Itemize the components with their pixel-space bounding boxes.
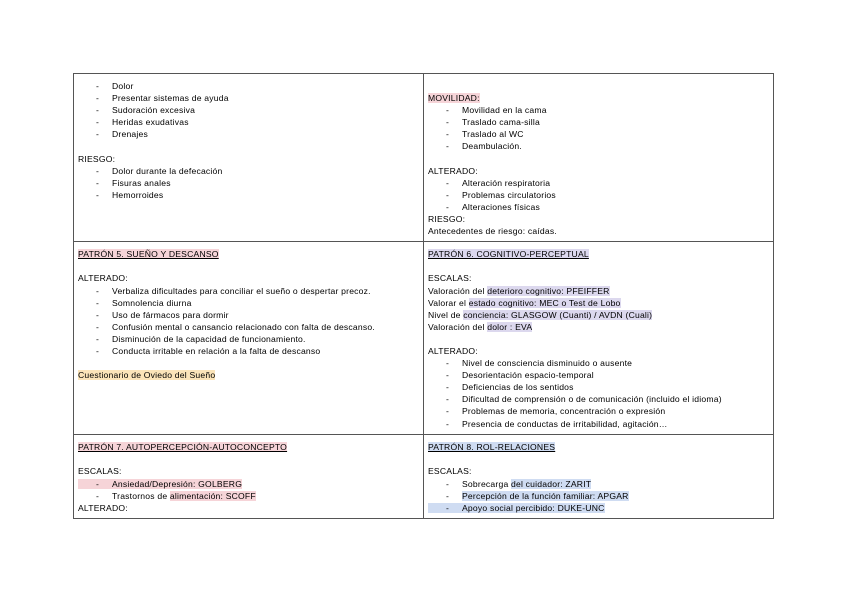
alterado-label: ALTERADO: bbox=[78, 273, 128, 284]
list-item: - Sudoración excesiva bbox=[96, 105, 196, 116]
list-item: - Nivel de consciencia disminuido o ausente bbox=[446, 358, 633, 369]
list-item: - Desorientación espacio-temporal bbox=[446, 370, 594, 381]
section-title: MOVILIDAD: bbox=[428, 93, 480, 104]
list-item: - Conducta irritable en relación a la falta de descanso bbox=[96, 345, 321, 356]
list-item: - Traslado al WC bbox=[446, 129, 524, 140]
alterado-label: ALTERADO: bbox=[428, 165, 478, 176]
list-item: - Dolor durante la defecación bbox=[96, 165, 223, 176]
escalas-label: ESCALAS: bbox=[78, 466, 122, 477]
list-item: - Deficiencias de los sentidos bbox=[446, 382, 574, 393]
scale-line: Nivel de conciencia: GLASGOW (Cuanti) / AVDN (Cuali) bbox=[428, 309, 653, 320]
cell-patron-7 bbox=[74, 435, 424, 519]
list-item: - Dolor bbox=[96, 81, 134, 91]
riesgo-label: RIESGO: bbox=[78, 153, 116, 164]
cell-movilidad bbox=[424, 74, 774, 242]
riesgo-label: RIESGO: bbox=[428, 214, 466, 225]
list-item: - Deambulación. bbox=[446, 141, 522, 152]
list-item: - Percepción de la función familiar: APGAR bbox=[446, 490, 629, 501]
patterns-table bbox=[73, 73, 774, 519]
list-item: - Alteración respiratoria bbox=[446, 177, 551, 188]
list-item: - Problemas de memoria, concentración o expresión bbox=[446, 406, 666, 417]
cell-patron-8 bbox=[424, 435, 774, 519]
list-item: - Fisuras anales bbox=[96, 177, 171, 188]
list-item: - Confusión mental o cansancio relacionado con falta de descanso. bbox=[96, 321, 375, 332]
list-item: - Verbaliza dificultades para conciliar el sueño o despertar precoz. bbox=[96, 285, 371, 296]
table-row bbox=[74, 435, 774, 519]
alterado-label: ALTERADO: bbox=[428, 345, 478, 356]
table-row bbox=[74, 242, 774, 435]
section-title: PATRÓN 8. ROL-RELACIONES bbox=[428, 442, 556, 453]
scale-line: Valoración del deterioro cognitivo: PFEIFFER bbox=[428, 285, 610, 296]
list-item: - Traslado cama-silla bbox=[446, 117, 540, 128]
list-item: - Hemorroides bbox=[96, 189, 164, 200]
list-item: - Apoyo social percibido: DUKE-UNC bbox=[428, 502, 769, 514]
riesgo-text: Antecedentes de riesgo: caídas. bbox=[428, 226, 557, 237]
section-title: PATRÓN 7. AUTOPERCEPCIÓN-AUTOCONCEPTO bbox=[78, 442, 288, 453]
escalas-label: ESCALAS: bbox=[428, 466, 472, 477]
cell-eliminacion-continued bbox=[74, 74, 424, 242]
list-item: - Alteraciones físicas bbox=[446, 201, 541, 212]
list-item: - Movilidad en la cama bbox=[446, 105, 547, 116]
list-item: - Heridas exudativas bbox=[96, 117, 189, 128]
list-item: - Presencia de conductas de irritabilidad, agitación… bbox=[446, 418, 668, 429]
list-item: - Problemas circulatorios bbox=[446, 189, 556, 200]
list-item: - Ansiedad/Depresión: GOLBERG bbox=[78, 478, 419, 490]
list-item: - Drenajes bbox=[96, 129, 148, 140]
cell-patron-5 bbox=[74, 242, 424, 435]
cell-patron-6 bbox=[424, 242, 774, 435]
list-item: - Trastornos de alimentación: SCOFF bbox=[96, 490, 256, 501]
section-title: PATRÓN 6. COGNITIVO-PERCEPTUAL bbox=[428, 249, 589, 260]
section-title: PATRÓN 5. SUEÑO Y DESCANSO bbox=[78, 249, 219, 260]
alterado-label: ALTERADO: bbox=[78, 502, 128, 513]
escalas-label: ESCALAS: bbox=[428, 273, 472, 284]
list-item: - Uso de fármacos para dormir bbox=[96, 309, 229, 320]
questionnaire-note: Cuestionario de Oviedo del Sueño bbox=[78, 370, 216, 381]
list-item: - Presentar sistemas de ayuda bbox=[96, 93, 229, 104]
list-item: - Disminución de la capacidad de funcionamiento. bbox=[96, 333, 306, 344]
list-item: - Somnolencia diurna bbox=[96, 297, 192, 308]
scale-line: Valorar el estado cognitivo: MEC o Test de Lobo bbox=[428, 297, 621, 308]
scale-line: Valoración del dolor : EVA bbox=[428, 321, 533, 332]
table-row bbox=[74, 74, 774, 242]
list-item: - Sobrecarga del cuidador: ZARIT bbox=[446, 478, 592, 489]
list-item: - Dificultad de comprensión o de comunicación (incluido el idioma) bbox=[446, 394, 722, 405]
